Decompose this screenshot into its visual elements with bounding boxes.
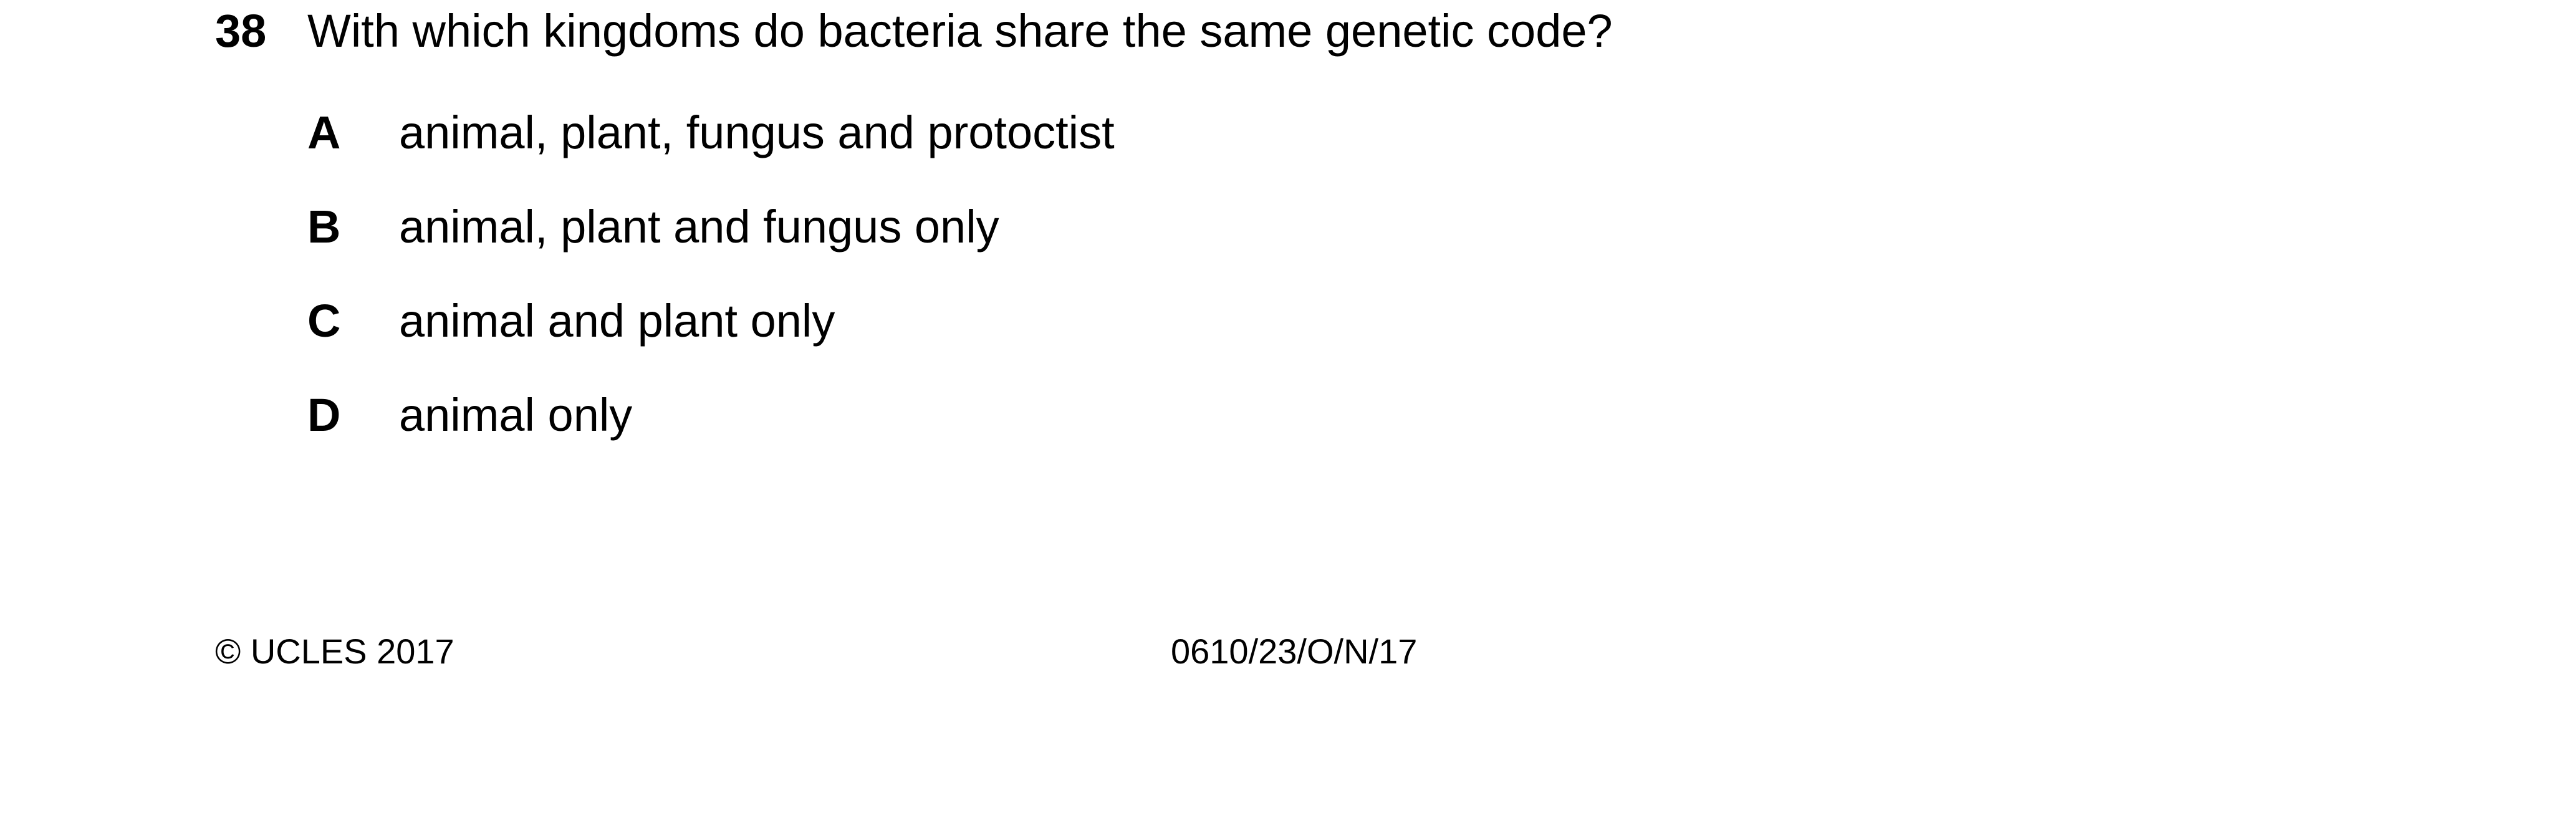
- option-text: animal, plant, fungus and protoctist: [399, 107, 1115, 158]
- footer-copyright: © UCLES 2017: [215, 632, 454, 671]
- option-text: animal, plant and fungus only: [399, 201, 999, 253]
- option-letter: D: [307, 389, 341, 441]
- option-letter: C: [307, 295, 341, 347]
- option-letter: A: [307, 107, 341, 158]
- question-number: 38: [215, 5, 267, 57]
- option-letter: B: [307, 201, 341, 253]
- question-stem: With which kingdoms do bacteria share the same genetic code?: [307, 5, 1613, 57]
- option-text: animal only: [399, 389, 633, 441]
- footer-paper-code: 0610/23/O/N/17: [1171, 632, 1418, 671]
- option-text: animal and plant only: [399, 295, 835, 347]
